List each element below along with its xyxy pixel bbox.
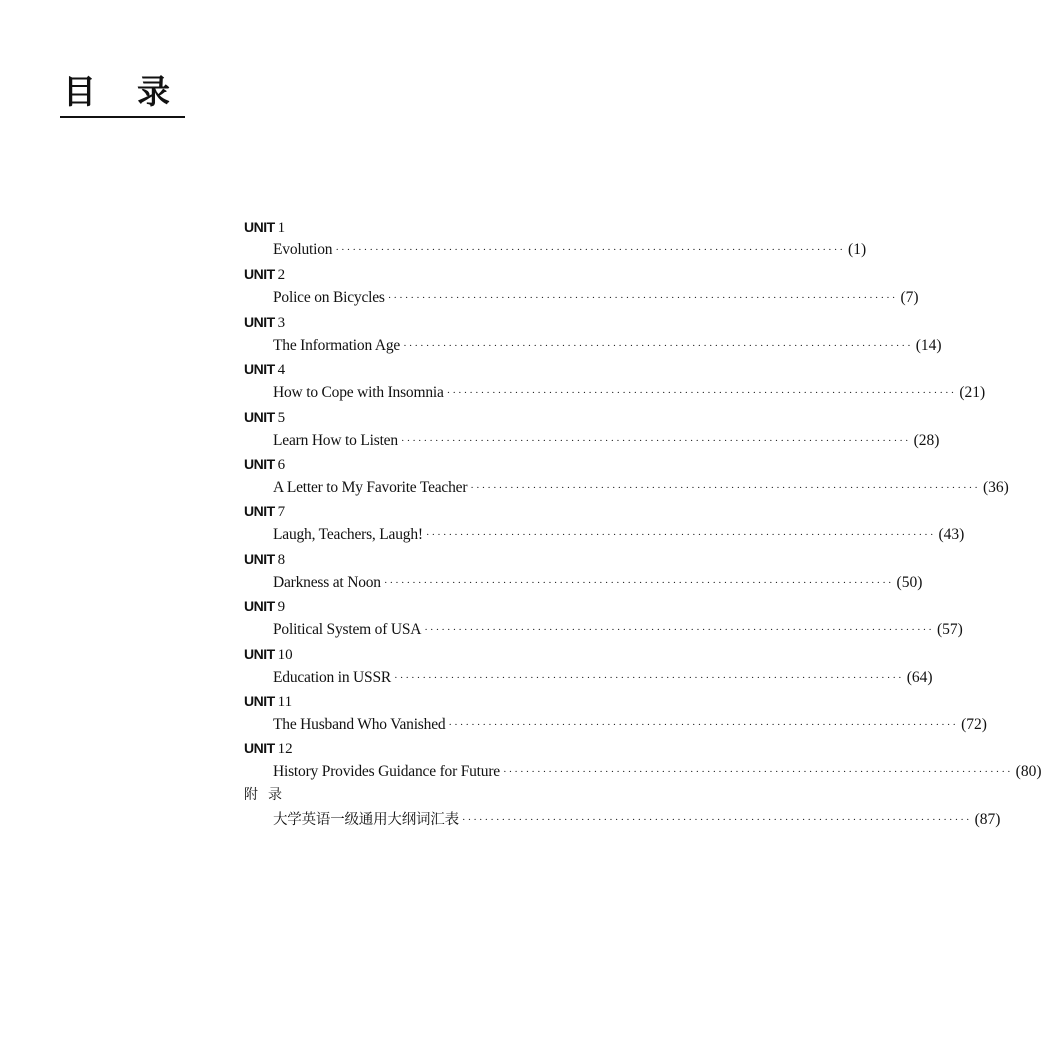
unit-number: 8: [277, 552, 286, 568]
entry-page-number: (64): [906, 669, 933, 686]
dot-leader: ··························································································: [470, 482, 980, 494]
entry-title: Education in USSR: [273, 669, 392, 686]
toc-entry-unit-2[interactable]: [273, 287, 919, 309]
toc-entry-unit-8[interactable]: [273, 572, 923, 594]
unit-heading-9: [244, 596, 285, 616]
unit-heading-4: [244, 359, 285, 379]
dot-leader: ··························································································: [335, 244, 846, 256]
unit-heading-5: [244, 407, 285, 427]
dot-leader: ··························································································: [394, 672, 904, 684]
dot-leader: ··························································································: [424, 624, 934, 636]
unit-heading-10: [244, 644, 293, 664]
dot-leader: ··························································································: [502, 766, 1013, 778]
unit-word: UNIT: [244, 503, 275, 519]
toc-entry-unit-10[interactable]: [273, 667, 933, 689]
dot-leader: ··························································································: [425, 529, 936, 541]
unit-word: UNIT: [244, 409, 275, 425]
page-title-char-2: 录: [137, 72, 170, 111]
dot-leader: ··························································································: [383, 577, 894, 589]
appendix-heading: 附录: [244, 787, 292, 803]
entry-title: A Letter to My Favorite Teacher: [273, 479, 468, 496]
dot-leader: ··························································································: [387, 292, 898, 304]
unit-word: UNIT: [244, 646, 275, 662]
page-title-char-1: 目: [63, 72, 96, 111]
unit-heading-11: [244, 691, 292, 711]
unit-word: UNIT: [244, 740, 275, 756]
unit-word: UNIT: [244, 361, 275, 377]
unit-heading-6: [244, 454, 285, 474]
unit-number: 3: [277, 315, 286, 331]
dot-leader: ··························································································: [461, 814, 972, 826]
entry-page-number: (21): [959, 384, 986, 401]
toc-entry-unit-12[interactable]: [273, 761, 1042, 783]
entry-page-number: (72): [961, 716, 987, 733]
unit-number: 6: [277, 457, 286, 473]
toc-entry-unit-4[interactable]: [273, 382, 986, 404]
toc-entry-unit-6[interactable]: [273, 477, 1009, 499]
entry-title: Police on Bicycles: [273, 289, 385, 306]
unit-number: 4: [277, 362, 286, 378]
unit-number: 7: [277, 504, 286, 520]
unit-word: UNIT: [244, 456, 275, 472]
entry-page-number: (14): [915, 337, 942, 354]
unit-number: 12: [277, 741, 293, 757]
toc-entry-unit-11[interactable]: [273, 714, 987, 736]
unit-number: 1: [277, 220, 286, 236]
unit-word: UNIT: [244, 314, 275, 330]
unit-heading-3: [244, 312, 285, 332]
entry-page-number: (1): [848, 241, 867, 258]
entry-title: Learn How to Listen: [273, 432, 398, 449]
unit-word: UNIT: [244, 598, 275, 614]
entry-title: 大学英语一级通用大纲词汇表: [273, 812, 459, 828]
dot-leader: ··························································································: [448, 719, 959, 731]
toc-entry-unit-9[interactable]: [273, 619, 963, 641]
unit-number: 9: [277, 599, 286, 615]
toc-entry-unit-7[interactable]: [273, 524, 965, 546]
unit-heading-12: [244, 738, 293, 758]
entry-title: The Information Age: [273, 337, 401, 354]
unit-number: 2: [277, 267, 286, 283]
entry-title: Laugh, Teachers, Laugh!: [273, 526, 423, 543]
entry-page-number: (57): [936, 621, 963, 638]
entry-page-number: (28): [913, 432, 940, 449]
entry-page-number: (80): [1015, 763, 1042, 780]
entry-title: Political System of USA: [273, 621, 422, 638]
unit-heading-2: [244, 264, 285, 284]
entry-title: History Provides Guidance for Future: [273, 763, 500, 780]
entry-title: Evolution: [273, 241, 333, 258]
unit-heading-1: [244, 217, 285, 237]
entry-page-number: (36): [982, 479, 1009, 496]
toc-entry-unit-3[interactable]: [273, 335, 942, 357]
unit-number: 5: [277, 410, 286, 426]
toc-entry-unit-5[interactable]: [273, 430, 940, 452]
unit-number: 10: [277, 647, 293, 663]
unit-heading-8: [244, 549, 285, 569]
toc-entry-unit-1[interactable]: [273, 239, 867, 261]
entry-title: Darkness at Noon: [273, 574, 381, 591]
unit-number: 11: [277, 694, 293, 710]
entry-page-number: (50): [896, 574, 923, 591]
unit-word: UNIT: [244, 219, 275, 235]
dot-leader: ··························································································: [400, 435, 911, 447]
dot-leader: ··························································································: [446, 387, 957, 399]
toc-entry-appendix[interactable]: [273, 809, 1001, 831]
dot-leader: ··························································································: [403, 340, 913, 352]
unit-word: UNIT: [244, 693, 275, 709]
entry-title: The Husband Who Vanished: [273, 716, 446, 733]
unit-word: UNIT: [244, 551, 275, 567]
unit-word: UNIT: [244, 266, 275, 282]
entry-page-number: (7): [900, 289, 919, 306]
entry-title: How to Cope with Insomnia: [273, 384, 444, 401]
entry-page-number: (87): [974, 811, 1001, 828]
unit-heading-7: [244, 501, 285, 521]
entry-page-number: (43): [938, 526, 965, 543]
